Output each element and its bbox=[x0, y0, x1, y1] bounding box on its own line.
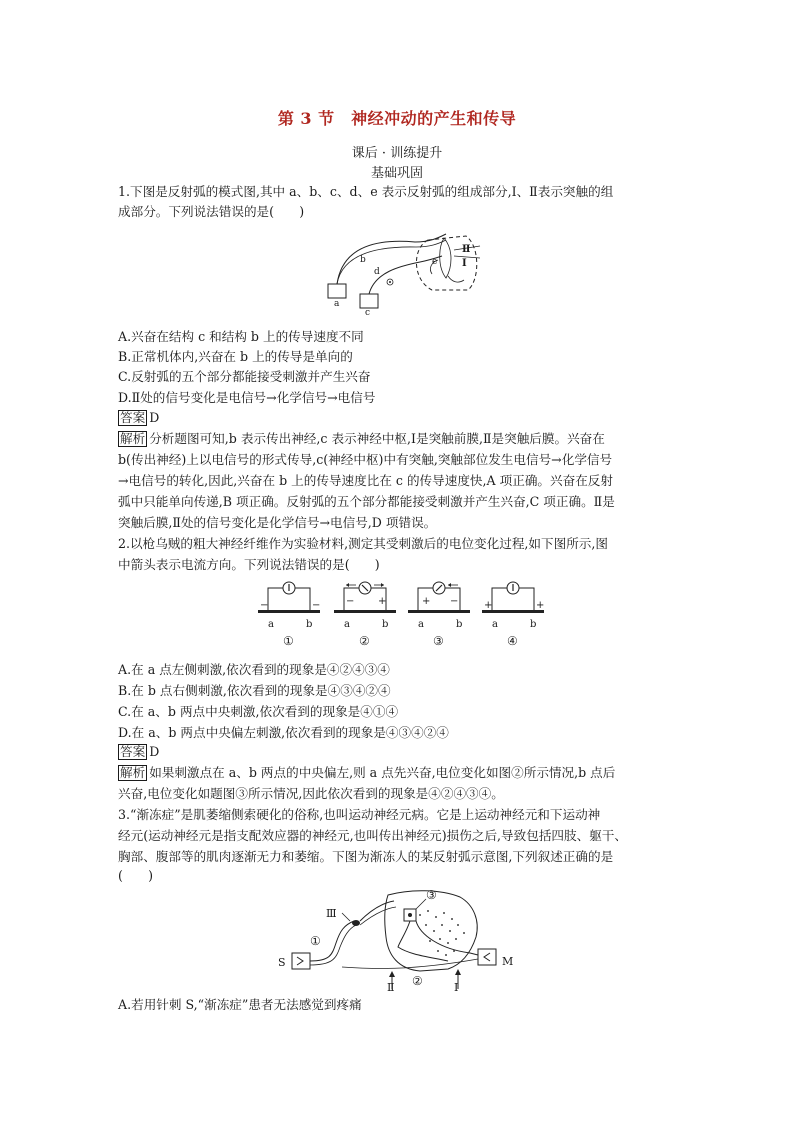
q1-answer-tag: 答案 bbox=[120, 410, 146, 425]
q2-panel-4-right-sign: + bbox=[536, 600, 545, 611]
q2-panel-2-left-sign: − bbox=[346, 596, 355, 607]
q1-option-d: D.Ⅱ处的信号变化是电信号→化学信号→电信号 bbox=[118, 390, 376, 405]
q2-option-c: C.在 a、b 两点中央刺激,依次看到的现象是④①④ bbox=[118, 704, 399, 719]
q1-label-synapse-1: Ⅰ bbox=[462, 258, 467, 269]
section-title: 第 3 节 神经冲动的产生和传导 bbox=[277, 109, 517, 128]
q1-label-synapse-2: Ⅱ bbox=[462, 244, 471, 255]
q2-analysis-line2: 兴奋,电位变化如题图③所示情况,因此依次看到的现象是④②④③④。 bbox=[118, 786, 504, 801]
q2-analysis-text-1: 如果刺激点在 a、b 两点的中央偏左,则 a 点先兴奋,电位变化如图②所示情况,b 点后 bbox=[149, 765, 616, 780]
q3-label-circle-1: ① bbox=[310, 934, 321, 948]
q3-label-M: M bbox=[502, 955, 514, 968]
q1-option-c: C.反射弧的五个部分都能接受刺激并产生兴奋 bbox=[118, 369, 371, 384]
q2-panel-3-right-sign: − bbox=[450, 596, 459, 607]
q3-label-roman-1: Ⅰ bbox=[454, 981, 459, 993]
q1-analysis-line5: 突触后膜,Ⅱ处的信号变化是化学信号→电信号,D 项错误。 bbox=[118, 515, 437, 530]
q2-panel-4 bbox=[482, 582, 544, 648]
q3-label-roman-2: Ⅱ bbox=[387, 981, 395, 993]
q1-reflex-arc-figure bbox=[320, 228, 510, 316]
q2-panel-4-number: ④ bbox=[507, 634, 518, 648]
q1-analysis-line4: 弧中只能单向传递,B 项正确。反射弧的五个部分都能接受刺激并产生兴奋,C 项正确。Ⅱ是 bbox=[118, 494, 615, 509]
q2-option-d: D.在 a、b 两点中央偏左刺激,依次看到的现象是④③④②④ bbox=[118, 725, 449, 740]
q2-panel-2-number: ② bbox=[359, 634, 370, 648]
q2-answer-value: D bbox=[149, 744, 160, 759]
section-heading: 基础巩固 bbox=[370, 166, 423, 181]
section-subtitle: 课后 · 训练提升 bbox=[351, 146, 443, 161]
q3-reflex-arc-figure bbox=[270, 885, 530, 993]
q1-label-c: c bbox=[365, 308, 371, 316]
q2-membrane-potential-figure bbox=[258, 580, 548, 652]
q2-answer-tag: 答案 bbox=[120, 744, 146, 759]
q2-panel-1-point-a: a bbox=[268, 619, 274, 630]
q2-panel-3-point-a: a bbox=[418, 619, 424, 630]
q2-panel-1-point-b: b bbox=[306, 619, 313, 630]
q1-label-e: e bbox=[432, 257, 438, 267]
q3-label-S: S bbox=[278, 956, 286, 969]
q2-panel-4-left-sign: + bbox=[484, 600, 493, 611]
q2-answer bbox=[118, 742, 678, 761]
q3-option-a: A.若用针刺 S,“渐冻症”患者无法感觉到疼痛 bbox=[118, 997, 362, 1012]
q1-option-a: A.兴奋在结构 c 和结构 b 上的传导速度不同 bbox=[118, 329, 364, 344]
q1-analysis-text-1: 分析题图可知,b 表示传出神经,c 表示神经中枢,Ⅰ是突触前膜,Ⅱ是突触后膜。兴奋在 bbox=[149, 431, 605, 446]
q2-panel-2-right-sign: + bbox=[378, 596, 387, 607]
q2-panel-3-point-b: b bbox=[456, 619, 463, 630]
q2-stem-line2: 中箭头表示电流方向。下列说法错误的是( ) bbox=[118, 557, 380, 572]
q2-panel-3 bbox=[408, 582, 470, 648]
q2-panel-3-left-sign: + bbox=[422, 596, 431, 607]
q2-panel-1-right-sign: − bbox=[312, 600, 321, 611]
q2-panel-2-point-b: b bbox=[382, 619, 389, 630]
q2-panel-4-point-b: b bbox=[530, 619, 537, 630]
q2-panel-1-number: ① bbox=[283, 634, 294, 648]
q1-analysis-line3: →电信号的转化,因此,兴奋在 b 上的传导速度比在 c 的传导速度快,A 项正确。兴奋在反射 bbox=[118, 473, 613, 488]
q3-stem-line2: 经元(运动神经元是指支配效应器的神经元,也叫传出神经元)损伤之后,导致包括四肢、躯干、 bbox=[118, 828, 627, 843]
q3-label-neuron-3: Ⅲ bbox=[326, 907, 337, 920]
q1-answer bbox=[118, 408, 678, 427]
q1-label-a: a bbox=[334, 299, 340, 309]
q1-analysis-line2: b(传出神经)上以电信号的形式传导,c(神经中枢)中有突触,突触部位发生电信号→化学信号 bbox=[118, 452, 613, 467]
q3-label-circle-2: ② bbox=[412, 974, 423, 988]
q2-analysis-tag: 解析 bbox=[120, 765, 146, 780]
q1-label-b: b bbox=[360, 255, 366, 265]
q1-analysis-tag: 解析 bbox=[120, 431, 146, 446]
q2-panel-2-point-a: a bbox=[344, 619, 350, 630]
q2-analysis-line1 bbox=[118, 763, 678, 782]
q3-stem-line4: ( ) bbox=[118, 868, 154, 883]
q3-stem-line3: 胸部、腹部等的肌肉逐渐无力和萎缩。下图为渐冻人的某反射弧示意图,下列叙述正确的是 bbox=[118, 849, 614, 864]
q1-stem-line1: 1.下图是反射弧的模式图,其中 a、b、c、d、e 表示反射弧的组成部分,Ⅰ、Ⅱ表示突触的组 bbox=[118, 184, 614, 199]
q1-label-d: d bbox=[374, 267, 380, 277]
q1-stem-line2: 成部分。下列说法错误的是( ) bbox=[118, 204, 305, 219]
q2-option-b: B.在 b 点右侧刺激,依次看到的现象是④③④②④ bbox=[118, 683, 391, 698]
q2-panel-3-number: ③ bbox=[433, 634, 444, 648]
q3-stem-line1: 3.“渐冻症”是肌萎缩侧索硬化的俗称,也叫运动神经元病。它是上运动神经元和下运动神 bbox=[118, 807, 601, 822]
q3-label-circle-3: ③ bbox=[426, 888, 437, 902]
q2-stem-line1: 2.以枪乌贼的粗大神经纤维作为实验材料,测定其受刺激后的电位变化过程,如下图所示,图 bbox=[118, 536, 608, 551]
q2-panel-4-point-a: a bbox=[492, 619, 498, 630]
q2-option-a: A.在 a 点左侧刺激,依次看到的现象是④②④③④ bbox=[118, 662, 390, 677]
q1-analysis-line1 bbox=[118, 429, 678, 448]
q1-answer-value: D bbox=[149, 410, 160, 425]
q2-panel-1-left-sign: − bbox=[260, 600, 269, 611]
q2-panel-2 bbox=[334, 582, 396, 648]
q2-panel-1 bbox=[258, 582, 320, 648]
q1-option-b: B.正常机体内,兴奋在 b 上的传导是单向的 bbox=[118, 349, 353, 364]
